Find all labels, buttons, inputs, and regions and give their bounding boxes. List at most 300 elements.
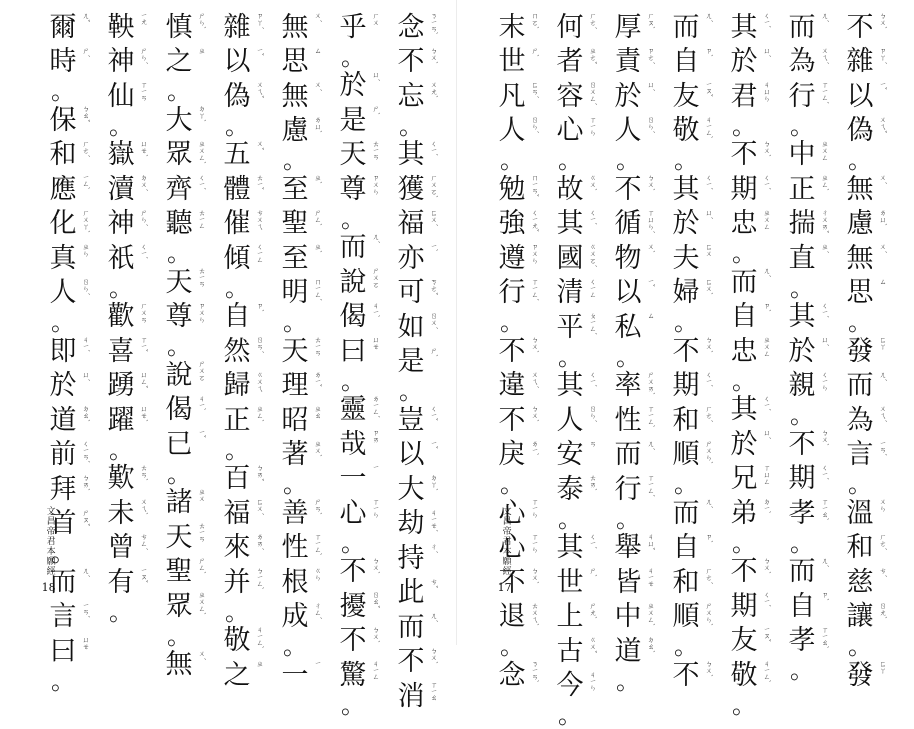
punctuation bbox=[106, 597, 136, 626]
character-glyph: 偈 bbox=[339, 301, 367, 333]
text-column bbox=[280, 10, 322, 693]
character-glyph: 責 bbox=[614, 46, 642, 78]
zhuyin-annotation: ㄓ bbox=[198, 46, 206, 54]
character-glyph: 不 bbox=[397, 46, 425, 78]
zhuyin-annotation: ㄆㄧㄥˊ bbox=[589, 312, 597, 336]
character-glyph: 國 bbox=[556, 242, 584, 274]
character-glyph: 不 bbox=[339, 625, 367, 657]
zhuyin-annotation: ㄈㄨˋ bbox=[705, 277, 713, 295]
zhuyin-annotation: ㄓㄨˋ bbox=[314, 439, 322, 457]
character-glyph: 。 bbox=[616, 146, 640, 174]
zhuyin-annotation: ㄌㄞˊ bbox=[256, 532, 264, 550]
scripture-character bbox=[48, 241, 90, 276]
character-glyph: 。 bbox=[225, 597, 249, 626]
zhuyin-annotation: ㄦˊ bbox=[372, 232, 380, 243]
character-glyph: 遵 bbox=[498, 242, 526, 274]
punctuation bbox=[48, 79, 78, 103]
character-glyph: 慎 bbox=[165, 11, 193, 43]
scripture-character bbox=[48, 600, 90, 635]
character-glyph: 。 bbox=[616, 666, 640, 695]
zhuyin-annotation: ㄑㄧˊ bbox=[763, 174, 771, 191]
punctuation bbox=[671, 634, 701, 658]
character-glyph: 清 bbox=[556, 277, 584, 309]
scripture-character bbox=[729, 300, 771, 335]
zhuyin-annotation: ㄅㄞˇ bbox=[256, 463, 264, 481]
zhuyin-annotation: ㄈㄨˊ bbox=[430, 208, 438, 226]
zhuyin-annotation: ㄒㄧㄠ bbox=[430, 681, 438, 701]
scripture-character bbox=[164, 427, 206, 462]
character-glyph: 化 bbox=[49, 208, 77, 240]
scripture-character bbox=[106, 10, 148, 45]
scripture-character bbox=[48, 276, 90, 311]
scripture-character bbox=[555, 403, 597, 438]
scripture-character bbox=[338, 103, 380, 138]
scripture-character bbox=[555, 669, 597, 704]
zhuyin-annotation: ㄖㄣˊ bbox=[589, 405, 597, 423]
punctuation bbox=[613, 148, 643, 172]
zhuyin-annotation: ㄑㄧˊ bbox=[589, 370, 597, 387]
scripture-character bbox=[613, 600, 655, 635]
scripture-character bbox=[845, 241, 887, 276]
character-glyph: 來 bbox=[223, 532, 251, 564]
scripture-character bbox=[48, 45, 90, 80]
character-glyph: 。 bbox=[109, 111, 133, 140]
zhuyin-annotation: ㄒㄧㄠˋ bbox=[821, 498, 829, 522]
left-page bbox=[0, 0, 457, 719]
character-glyph: 尊 bbox=[339, 173, 367, 205]
scripture-character bbox=[671, 79, 713, 114]
character-glyph: 不 bbox=[498, 404, 526, 436]
scripture-character bbox=[613, 241, 655, 276]
scripture-character bbox=[671, 241, 713, 276]
character-glyph: 。 bbox=[616, 342, 640, 371]
character-glyph: 戾 bbox=[498, 439, 526, 471]
punctuation bbox=[729, 366, 759, 395]
scripture-character bbox=[280, 79, 322, 114]
character-glyph: 。 bbox=[399, 111, 423, 140]
scripture-character bbox=[787, 300, 829, 335]
character-glyph: 祇 bbox=[107, 242, 135, 274]
character-glyph: 何 bbox=[556, 11, 584, 43]
scripture-character bbox=[164, 393, 206, 428]
character-glyph: 中 bbox=[788, 139, 816, 171]
scripture-character bbox=[671, 10, 713, 45]
zhuyin-annotation: ㄗˋ bbox=[705, 532, 713, 543]
page-footer bbox=[470, 506, 539, 598]
zhuyin-annotation: ㄨˇ bbox=[256, 139, 264, 150]
character-glyph: 而 bbox=[846, 370, 874, 402]
zhuyin-annotation: ㄏㄜˊ bbox=[705, 405, 713, 423]
scripture-character bbox=[106, 496, 148, 531]
character-glyph: 而 bbox=[614, 439, 642, 471]
zhuyin-annotation: ㄑㄧˊ bbox=[821, 301, 829, 318]
scripture-character bbox=[338, 624, 380, 659]
zhuyin-annotation: ㄩˊ bbox=[763, 429, 771, 440]
character-glyph: 人 bbox=[556, 404, 584, 436]
scripture-character bbox=[613, 472, 655, 507]
zhuyin-annotation: ㄧㄡˇ bbox=[140, 567, 148, 584]
zhuyin-annotation: ㄘˊ bbox=[879, 567, 887, 578]
character-glyph: 至 bbox=[281, 242, 309, 274]
character-glyph: 心 bbox=[556, 115, 584, 147]
character-glyph: 今 bbox=[556, 670, 584, 702]
scripture-character bbox=[845, 369, 887, 404]
character-glyph: 上 bbox=[556, 601, 584, 633]
zhuyin-annotation: ㄓˋ bbox=[314, 243, 322, 254]
text-column bbox=[555, 10, 597, 729]
zhuyin-annotation: ㄐㄧㄥ bbox=[372, 660, 380, 680]
zhuyin-annotation: ㄨㄟˇ bbox=[256, 81, 264, 99]
zhuyin-annotation: ㄩˊ bbox=[763, 46, 771, 57]
character-glyph: 揣 bbox=[788, 208, 816, 240]
character-glyph: 其 bbox=[730, 11, 758, 43]
punctuation bbox=[280, 148, 310, 172]
character-glyph: 無 bbox=[281, 80, 309, 112]
character-glyph: 神 bbox=[107, 46, 135, 78]
zhuyin-annotation: ㄕㄥˋ bbox=[314, 208, 322, 226]
character-glyph: 偽 bbox=[223, 80, 251, 112]
zhuyin-annotation: ㄧ bbox=[372, 463, 380, 470]
character-glyph: 其 bbox=[556, 208, 584, 240]
zhuyin-annotation: ㄅㄨˋ bbox=[647, 174, 655, 192]
zhuyin-annotation: ㄅㄧㄥˋ bbox=[256, 567, 264, 591]
character-glyph: 弟 bbox=[730, 497, 758, 529]
scripture-character bbox=[497, 438, 539, 473]
character-glyph: 其 bbox=[556, 532, 584, 564]
punctuation bbox=[845, 472, 875, 496]
zhuyin-annotation: ㄦˊ bbox=[705, 498, 713, 509]
zhuyin-annotation: ㄏㄡˋ bbox=[647, 12, 655, 30]
character-glyph: 爾 bbox=[49, 11, 77, 43]
character-glyph: 體 bbox=[223, 173, 251, 205]
scripture-character bbox=[787, 624, 829, 659]
zhuyin-annotation: ㄕˋ bbox=[589, 567, 597, 578]
zhuyin-annotation: ㄒㄧˇ bbox=[140, 336, 148, 353]
scripture-character bbox=[48, 138, 90, 173]
character-glyph: 順 bbox=[672, 601, 700, 633]
zhuyin-annotation: ㄓㄥˋ bbox=[256, 405, 264, 423]
scripture-character bbox=[164, 589, 206, 624]
zhuyin-annotation: ㄦˊ bbox=[647, 439, 655, 450]
character-glyph: 念 bbox=[498, 659, 526, 691]
scripture-character bbox=[787, 369, 829, 404]
zhuyin-annotation: ㄓㄜˇ bbox=[589, 46, 597, 64]
scripture-character bbox=[106, 138, 148, 173]
zhuyin-annotation: ㄨㄟˋ bbox=[140, 498, 148, 516]
zhuyin-annotation: ㄊㄧㄥ bbox=[198, 208, 206, 229]
character-glyph: 理 bbox=[281, 370, 309, 402]
punctuation bbox=[497, 148, 527, 172]
scripture-character bbox=[106, 334, 148, 369]
zhuyin-annotation: ㄏㄨㄢ bbox=[140, 301, 148, 323]
zhuyin-annotation: ㄏㄜˊ bbox=[589, 12, 597, 30]
zhuyin-annotation: ㄘˇ bbox=[430, 577, 438, 588]
zhuyin-annotation: ㄗㄞ bbox=[372, 429, 380, 443]
scripture-character bbox=[787, 589, 829, 624]
character-glyph: 無 bbox=[846, 173, 874, 205]
character-glyph: 心 bbox=[498, 532, 526, 564]
character-glyph: 而 bbox=[339, 232, 367, 264]
character-glyph: 福 bbox=[397, 208, 425, 240]
scripture-character bbox=[787, 241, 829, 276]
scripture-character bbox=[338, 300, 380, 335]
character-glyph: 孝 bbox=[788, 497, 816, 529]
zhuyin-annotation: ㄏㄜˊ bbox=[705, 567, 713, 585]
scripture-character bbox=[164, 207, 206, 242]
character-glyph: 人 bbox=[49, 277, 77, 309]
scripture-character bbox=[280, 600, 322, 635]
punctuation bbox=[106, 435, 136, 464]
punctuation bbox=[613, 666, 643, 695]
zhuyin-annotation: ㄉㄠˋ bbox=[82, 405, 90, 423]
character-glyph: 思 bbox=[281, 46, 309, 78]
character-glyph: 。 bbox=[790, 656, 814, 684]
zhuyin-annotation: ㄧˇ bbox=[256, 46, 264, 56]
scripture-character bbox=[555, 172, 597, 207]
scripture-character bbox=[106, 403, 148, 438]
character-glyph: 成 bbox=[281, 601, 309, 633]
scripture-character bbox=[555, 114, 597, 149]
zhuyin-annotation: ㄨㄟˊ bbox=[879, 405, 887, 423]
character-glyph: 。 bbox=[225, 435, 249, 464]
zhuyin-annotation: ㄨˊ bbox=[198, 649, 206, 660]
scripture-character bbox=[280, 10, 322, 45]
text-column bbox=[338, 10, 380, 719]
character-glyph: 。 bbox=[732, 366, 756, 395]
character-glyph: 豈 bbox=[397, 404, 425, 436]
character-glyph: 哉 bbox=[339, 428, 367, 460]
zhuyin-annotation: ㄐㄧㄝ bbox=[647, 567, 655, 587]
scripture-character bbox=[613, 565, 655, 600]
zhuyin-annotation: ㄈㄨˊ bbox=[256, 498, 264, 516]
character-glyph: 自 bbox=[672, 46, 700, 78]
character-glyph: 末 bbox=[498, 11, 526, 43]
zhuyin-annotation: ㄇㄛˋ bbox=[531, 12, 539, 30]
zhuyin-annotation: ㄍㄣ bbox=[314, 567, 322, 581]
character-glyph: 性 bbox=[281, 532, 309, 564]
zhuyin-annotation: ㄨˊ bbox=[314, 81, 322, 92]
scripture-character bbox=[671, 45, 713, 80]
character-glyph: 為 bbox=[846, 404, 874, 436]
scripture-character bbox=[396, 207, 438, 242]
character-glyph: 物 bbox=[614, 242, 642, 274]
scripture-character bbox=[222, 334, 264, 369]
character-glyph: 真 bbox=[49, 242, 77, 274]
character-glyph: 和 bbox=[846, 532, 874, 564]
zhuyin-annotation: ㄩˊ bbox=[372, 70, 380, 81]
scripture-character bbox=[280, 658, 322, 693]
zhuyin-annotation: ㄕˊ bbox=[82, 46, 90, 57]
scripture-character bbox=[613, 10, 655, 45]
punctuation bbox=[555, 504, 585, 533]
scripture-character bbox=[555, 531, 597, 566]
character-glyph: 友 bbox=[730, 625, 758, 657]
character-glyph: 。 bbox=[732, 528, 756, 557]
text-column bbox=[222, 10, 264, 693]
scripture-character bbox=[48, 472, 90, 507]
scripture-character bbox=[106, 300, 148, 335]
character-glyph: 躍 bbox=[107, 404, 135, 436]
zhuyin-annotation: ㄖㄣˊ bbox=[531, 115, 539, 133]
scripture-character bbox=[671, 496, 713, 531]
scripture-character bbox=[845, 565, 887, 600]
scripture-character bbox=[787, 207, 829, 242]
scripture-character bbox=[106, 531, 148, 566]
scripture-character bbox=[497, 600, 539, 635]
scripture-character bbox=[845, 658, 887, 693]
zhuyin-annotation: ㄋㄧㄢˋ bbox=[531, 660, 539, 684]
zhuyin-annotation: ㄐㄩㄣ bbox=[763, 81, 771, 102]
zhuyin-annotation: ㄐㄧㄥˋ bbox=[705, 115, 713, 139]
zhuyin-annotation: ㄙ bbox=[314, 46, 322, 54]
scripture-character bbox=[48, 207, 90, 242]
character-glyph: 。 bbox=[167, 77, 191, 105]
zhuyin-annotation: ㄕㄤˋ bbox=[589, 601, 597, 619]
scripture-character bbox=[222, 624, 264, 659]
zhuyin-annotation: ㄧˋ bbox=[430, 243, 438, 253]
zhuyin-annotation: ㄗㄚˊ bbox=[879, 46, 887, 64]
scripture-character bbox=[338, 10, 380, 45]
scripture-character bbox=[613, 403, 655, 438]
zhuyin-annotation: ㄓㄨ bbox=[198, 487, 206, 502]
scripture-character bbox=[497, 241, 539, 276]
zhuyin-annotation: ㄖㄣˊ bbox=[82, 277, 90, 295]
character-glyph: 。 bbox=[283, 470, 307, 498]
scripture-character bbox=[222, 403, 264, 438]
scripture-character bbox=[497, 79, 539, 114]
zhuyin-annotation: ㄎㄜˇ bbox=[430, 277, 438, 295]
zhuyin-annotation: ㄌㄧˋ bbox=[531, 439, 539, 456]
character-glyph: 溫 bbox=[846, 497, 874, 529]
punctuation bbox=[845, 634, 875, 658]
zhuyin-annotation: ㄏㄨㄚˋ bbox=[82, 208, 90, 233]
punctuation bbox=[164, 621, 194, 650]
scripture-character bbox=[164, 648, 206, 683]
scripture-character bbox=[164, 10, 206, 45]
character-glyph: 友 bbox=[672, 80, 700, 112]
character-glyph: 。 bbox=[283, 632, 307, 660]
zhuyin-annotation: ㄅㄨˋ bbox=[372, 556, 380, 574]
zhuyin-annotation: ㄩˊ bbox=[647, 81, 655, 92]
zhuyin-annotation: ㄕㄣˊ bbox=[140, 46, 148, 64]
character-glyph: 曰 bbox=[49, 635, 77, 667]
character-glyph: 。 bbox=[341, 204, 365, 233]
character-glyph: 。 bbox=[674, 308, 698, 336]
scripture-character bbox=[280, 207, 322, 242]
character-glyph: 其 bbox=[730, 394, 758, 426]
character-glyph: 聖 bbox=[165, 556, 193, 588]
scripture-character bbox=[497, 172, 539, 207]
scripture-character bbox=[338, 658, 380, 693]
zhuyin-annotation: ㄇㄧㄢˇ bbox=[531, 174, 539, 198]
zhuyin-annotation: ㄑㄧˊ bbox=[430, 139, 438, 156]
zhuyin-annotation: ㄉㄨˊ bbox=[140, 174, 148, 192]
zhuyin-annotation: ㄗㄨㄣ bbox=[198, 301, 206, 323]
character-glyph: 偽 bbox=[846, 115, 874, 147]
zhuyin-annotation: ㄅㄨˋ bbox=[705, 336, 713, 354]
character-glyph: 說 bbox=[165, 359, 193, 391]
scripture-character bbox=[787, 462, 829, 497]
zhuyin-annotation: ㄊㄧˇ bbox=[256, 174, 264, 191]
scripture-character bbox=[729, 79, 771, 114]
scripture-character bbox=[613, 634, 655, 669]
scripture-character bbox=[396, 45, 438, 80]
character-glyph: 親 bbox=[788, 370, 816, 402]
character-glyph: 曰 bbox=[339, 335, 367, 367]
character-glyph: 。 bbox=[51, 77, 75, 105]
zhuyin-annotation: ㄈㄚ bbox=[879, 660, 887, 674]
zhuyin-annotation: ㄒㄧㄥˊ bbox=[647, 474, 655, 498]
scripture-character bbox=[396, 172, 438, 207]
scripture-character bbox=[555, 276, 597, 311]
punctuation bbox=[497, 472, 527, 496]
character-glyph: 平 bbox=[556, 311, 584, 343]
character-glyph: 和 bbox=[672, 566, 700, 598]
scripture-character bbox=[613, 207, 655, 242]
character-glyph: 行 bbox=[788, 80, 816, 112]
zhuyin-annotation: ㄑㄧˊ bbox=[705, 370, 713, 387]
character-glyph: 前 bbox=[49, 439, 77, 471]
scripture-character bbox=[280, 172, 322, 207]
character-glyph: 持 bbox=[397, 542, 425, 574]
scripture-character bbox=[48, 634, 90, 669]
character-glyph: 嶽 bbox=[107, 139, 135, 171]
character-glyph: 百 bbox=[223, 463, 251, 495]
character-glyph: 。 bbox=[732, 111, 756, 140]
page-number: 17 bbox=[497, 581, 512, 594]
punctuation bbox=[787, 528, 817, 557]
punctuation bbox=[671, 310, 701, 334]
zhuyin-annotation: ㄋㄧㄢˋ bbox=[430, 12, 438, 36]
scripture-character bbox=[164, 555, 206, 590]
scripture-character bbox=[396, 403, 438, 438]
character-glyph: 心 bbox=[498, 497, 526, 529]
zhuyin-annotation: ㄐㄧˋ bbox=[372, 301, 380, 318]
text-column bbox=[396, 10, 438, 714]
character-glyph: 保 bbox=[49, 104, 77, 136]
character-glyph: 喜 bbox=[107, 335, 135, 367]
character-glyph: 違 bbox=[498, 370, 526, 402]
character-glyph: 。 bbox=[848, 308, 872, 336]
zhuyin-annotation: ㄧㄥˋ bbox=[82, 174, 90, 191]
zhuyin-annotation: ㄈㄢˊ bbox=[531, 81, 539, 99]
character-glyph: 。 bbox=[674, 470, 698, 498]
scripture-character bbox=[613, 531, 655, 566]
scripture-character bbox=[164, 486, 206, 521]
character-glyph: 不 bbox=[397, 646, 425, 678]
zhuyin-annotation: ㄉㄚˋ bbox=[430, 474, 438, 492]
page-number: 18 bbox=[41, 581, 56, 594]
punctuation bbox=[729, 690, 759, 719]
punctuation bbox=[787, 273, 817, 302]
zhuyin-annotation: ㄏㄨ bbox=[372, 12, 380, 26]
character-glyph: 大 bbox=[397, 473, 425, 505]
scripture-character bbox=[613, 276, 655, 311]
zhuyin-annotation: ㄐㄧˊ bbox=[82, 336, 90, 353]
character-glyph: 故 bbox=[556, 173, 584, 205]
zhuyin-annotation: ㄖㄢˊ bbox=[256, 336, 264, 354]
zhuyin-annotation: ㄧˇ bbox=[647, 277, 655, 287]
character-glyph: 性 bbox=[614, 404, 642, 436]
scripture-character bbox=[48, 438, 90, 473]
scripture-character bbox=[222, 10, 264, 45]
scripture-character bbox=[396, 438, 438, 473]
character-glyph: 天 bbox=[165, 266, 193, 298]
character-glyph: 乎 bbox=[339, 11, 367, 43]
zhuyin-annotation: ㄒㄧㄥˋ bbox=[647, 405, 655, 429]
scripture-character bbox=[729, 45, 771, 80]
scripture-character bbox=[613, 438, 655, 473]
